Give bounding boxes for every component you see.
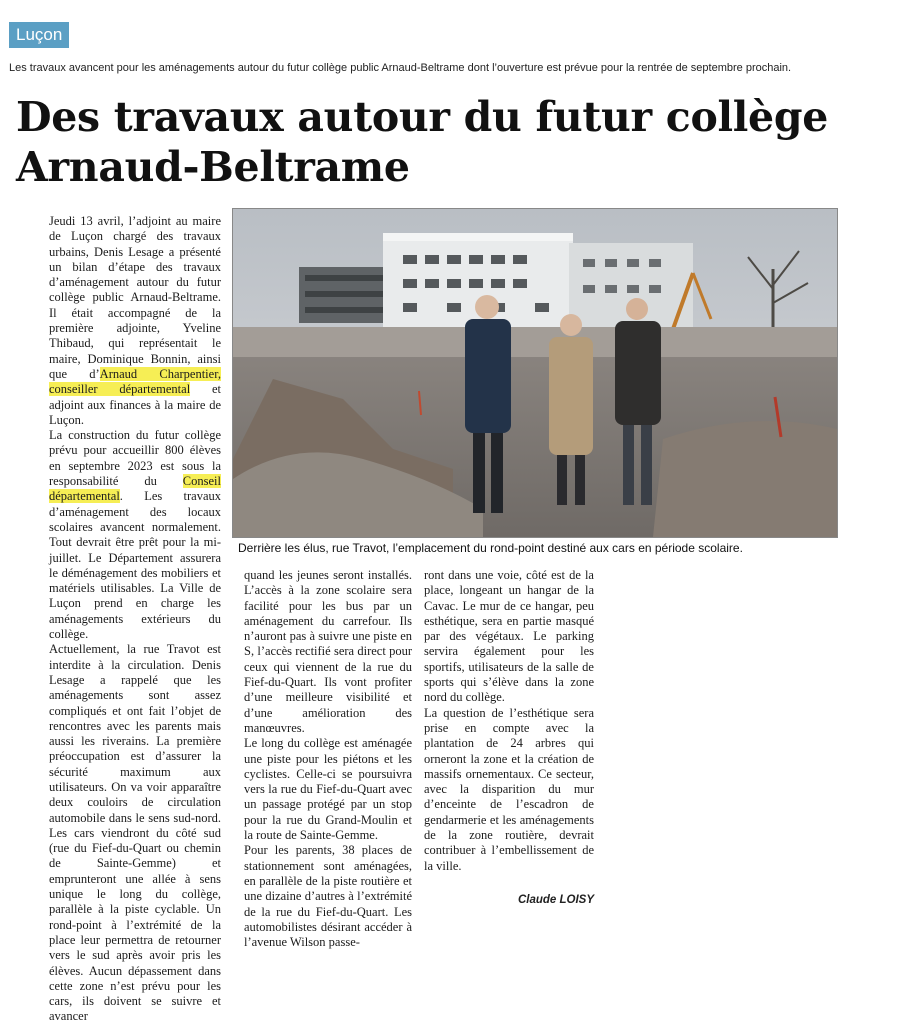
paragraph: La question de l’esthétique sera prise en compte avec la plantation de 24 arbres qui orneront la zone et la création de massifs ornementaux. Ce secteur, avec la disparition du mur d’enceinte de l’escadron de gendarmerie et les aménagements de la zone routière, devrait contribuer à l’embellissement de la ville. [424, 705, 594, 873]
text-run: . Les travaux d’aménagement des locaux scolaires avancent normalement. Tout devrait être prêt pour la mi-juillet. Le Département assurera le déménagement des mobiliers et matériels utilisables. La Ville de Luçon prend en charge les aménagements extérieurs du collège. [49, 489, 221, 642]
headline [16, 92, 896, 192]
paragraph: quand les jeunes seront installés. L’accès à la zone scolaire sera facilité pour les bus par un aménagement du carrefour. Ils n’auront pas à suivre une piste en S, l’accès rectifié sera direct pour ceux qui viennent de la rue du Fief-du-Quart. Ils vont profiter d’une meilleure visibilité et d’une amélioration des manœuvres. [244, 568, 412, 735]
paragraph: Le long du collège est aménagée une piste pour les piétons et les cyclistes. Celle-ci se poursuivra vers la rue du Fief-du-Quart avec un passage protégé par un stop pour la rue du Grand-Moulin et la route de Sainte-Gemme. [244, 736, 412, 843]
article-column-2 [244, 568, 412, 950]
text-run: La construction du futur collège prévu pour accueillir 800 élèves en septembre 2023 est sous la responsabilité du [49, 428, 221, 489]
paragraph: ront dans une voie, côté est de la place, longeant un hangar de la Cavac. Le mur de ce hangar, peu esthétique, sera en partie masqué par des végétaux. Le parking servira également pour les sportifs, utilisateurs de la salle de sports qui s’élève dans la zone nord du collège. [424, 568, 594, 705]
paragraph [49, 428, 221, 642]
headline-line-1: Des travaux autour du futur collège [16, 93, 828, 141]
author-signature: Claude LOISY [517, 894, 594, 906]
section-label: Luçon [9, 22, 69, 48]
standfirst: Les travaux avancent pour les aménagements autour du futur collège public Arnaud-Beltrame dont l’ouverture est prévue pour la rentrée de septembre prochain. [9, 62, 792, 74]
paragraph: Actuellement, la rue Travot est interdite à la circulation. Denis Lesage a rappelé que les aménagements sont assez compliqués et ont fait l’objet de rencontres avec les parents mais aussi les riverains. La première préoccupation est d’assurer la sécurité maximum aux utilisateurs. On va voir apparaître deux couloirs de circulation automobile dans le sens sud-nord. Les cars viendront du côté sud (rue du Fief-du-Quart ou chemin de Sainte-Gemme) et emprunteront une allée à sens unique le long du collège, parallèle à la piste cyclable. Un rond-point à l’extrémité de la place leur permettra de retourner vers le sud après avoir pris les élèves. Aucun dépassement dans cette zone n’est prévu pour les cars, ils doivent se suivre et avancer [49, 642, 221, 1024]
paragraph [49, 214, 221, 428]
text-run: et adjoint aux finances à la maire de Luçon. [49, 382, 221, 427]
highlighted-text: Conseil départemental [49, 474, 221, 504]
highlighted-text: Arnaud Charpentier, conseiller départemental [49, 366, 221, 397]
article-photo [232, 208, 838, 538]
photo-caption: Derrière les élus, rue Travot, l’emplacement du rond-point destiné aux cars en période scolaire. [238, 541, 743, 555]
article-column-3 [424, 568, 594, 874]
headline-line-2: Arnaud-Beltrame [16, 143, 410, 191]
photo-illustration [233, 209, 837, 537]
article-column-1 [49, 214, 221, 1025]
text-run: Jeudi 13 avril, l’adjoint au maire de Luçon chargé des travaux urbains, Denis Lesage a présenté un bilan d’étape des travaux d’aménagement autour du futur collège public Arnaud-Beltrame. Il était accompagné de la première adjointe, Yveline Thibaud, qui représentait le maire, Dominique Bonnin, ainsi que d’ [49, 214, 221, 381]
paragraph: Pour les parents, 38 places de stationnement sont aménagées, en parallèle de la piste routière et une dizaine d’autres à l’extrémité de la rue du Fief-du-Quart. Les automobilistes désirant accéder à l’avenue Wilson passe- [244, 843, 412, 950]
